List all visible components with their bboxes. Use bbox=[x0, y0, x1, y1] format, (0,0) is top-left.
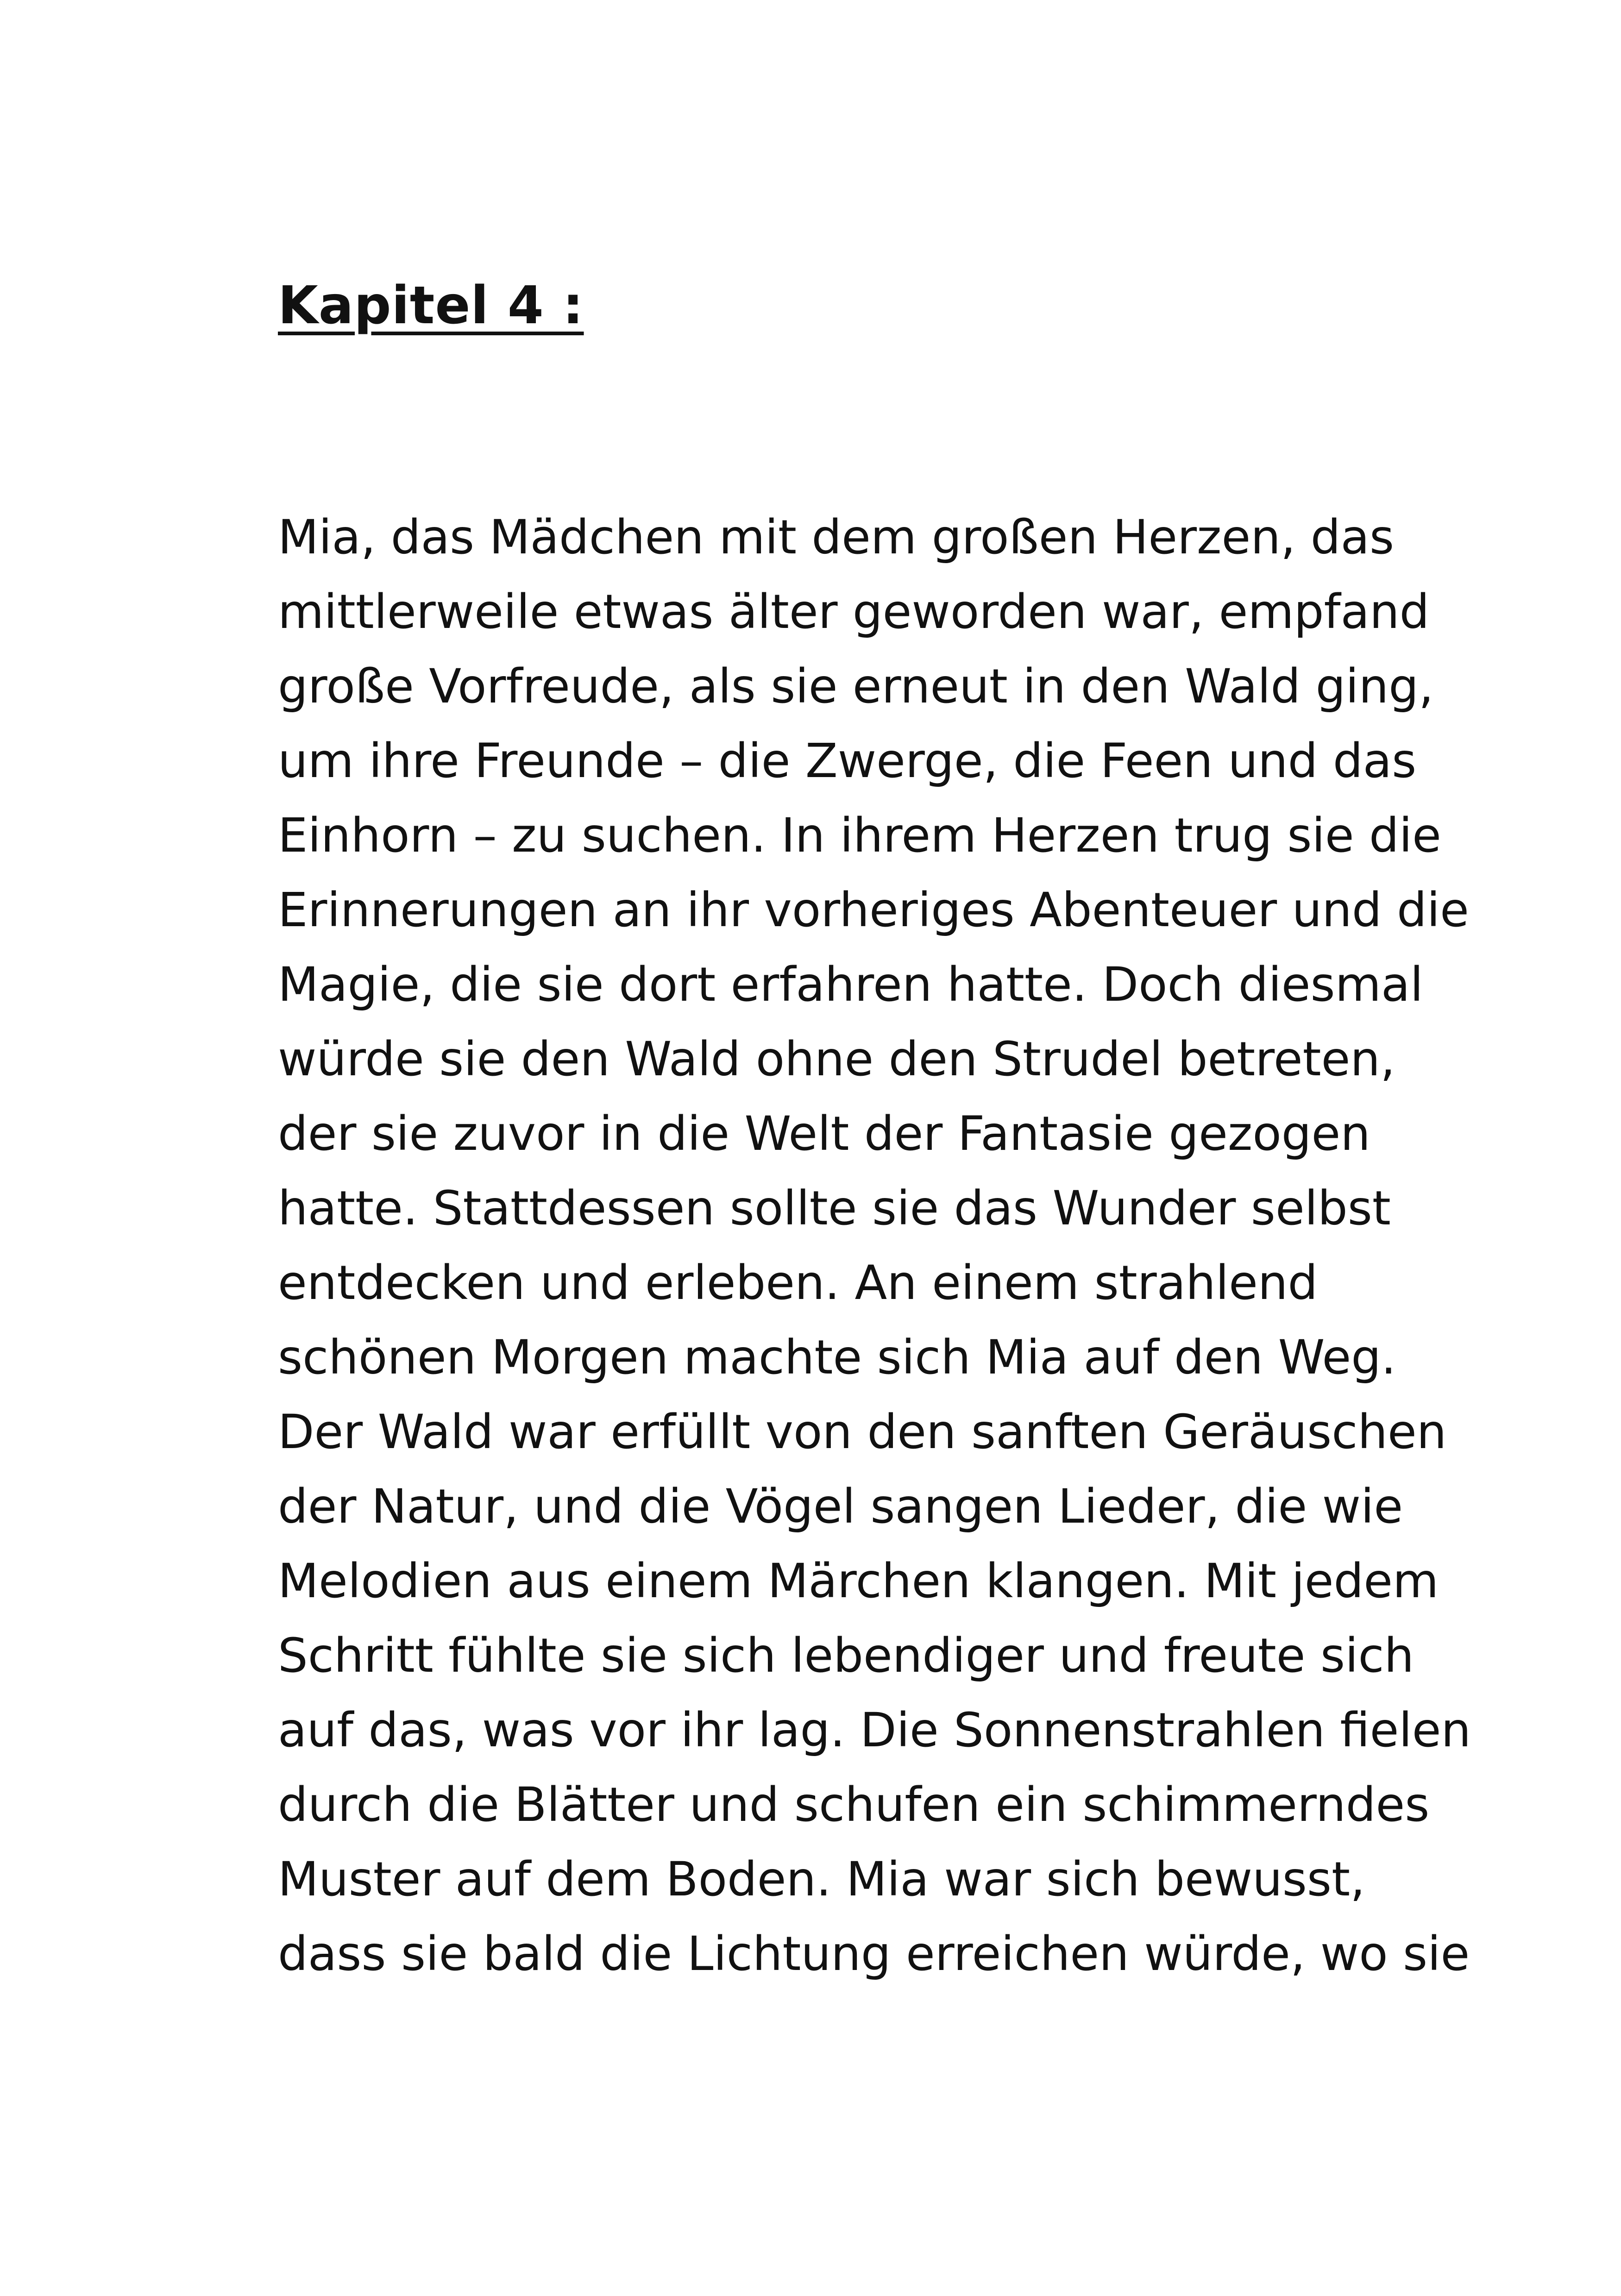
text-line: Erinnerungen an ihr vorheriges Abenteuer und die bbox=[278, 883, 1469, 938]
text-line: entdecken und erleben. An einem strahlend bbox=[278, 1255, 1318, 1311]
text-line: Schritt fühlte sie sich lebendiger und freute sich bbox=[278, 1628, 1414, 1683]
text-line: Magie, die sie dort erfahren hatte. Doch diesmal bbox=[278, 957, 1423, 1012]
text-line: würde sie den Wald ohne den Strudel betreten, bbox=[278, 1032, 1395, 1087]
text-line: Melodien aus einem Märchen klangen. Mit jedem bbox=[278, 1554, 1439, 1609]
text-line: auf das, was vor ihr lag. Die Sonnenstrahlen fielen bbox=[278, 1703, 1471, 1758]
chapter-body bbox=[278, 500, 1471, 1991]
text-line: Muster auf dem Boden. Mia war sich bewusst, bbox=[278, 1852, 1365, 1907]
text-line: hatte. Stattdessen sollte sie das Wunder selbst bbox=[278, 1181, 1391, 1236]
text-line: der sie zuvor in die Welt der Fantasie gezogen bbox=[278, 1106, 1370, 1161]
text-line: um ihre Freunde – die Zwerge, die Feen und das bbox=[278, 734, 1417, 789]
chapter-heading: Kapitel 4 : bbox=[278, 276, 584, 336]
text-line: Der Wald war erfüllt von den sanften Geräuschen bbox=[278, 1405, 1447, 1460]
text-line: dass sie bald die Lichtung erreichen würde, wo sie bbox=[278, 1926, 1470, 1982]
text-line: große Vorfreude, als sie erneut in den Wald ging, bbox=[278, 659, 1434, 714]
text-line: durch die Blätter und schufen ein schimmerndes bbox=[278, 1777, 1430, 1832]
text-line: der Natur, und die Vögel sangen Lieder, die wie bbox=[278, 1479, 1403, 1534]
text-line: Mia, das Mädchen mit dem großen Herzen, das bbox=[278, 510, 1395, 565]
text-line: schönen Morgen machte sich Mia auf den Weg. bbox=[278, 1330, 1396, 1385]
text-line: Einhorn – zu suchen. In ihrem Herzen trug sie die bbox=[278, 808, 1441, 863]
text-line: mittlerweile etwas älter geworden war, empfand bbox=[278, 584, 1430, 640]
